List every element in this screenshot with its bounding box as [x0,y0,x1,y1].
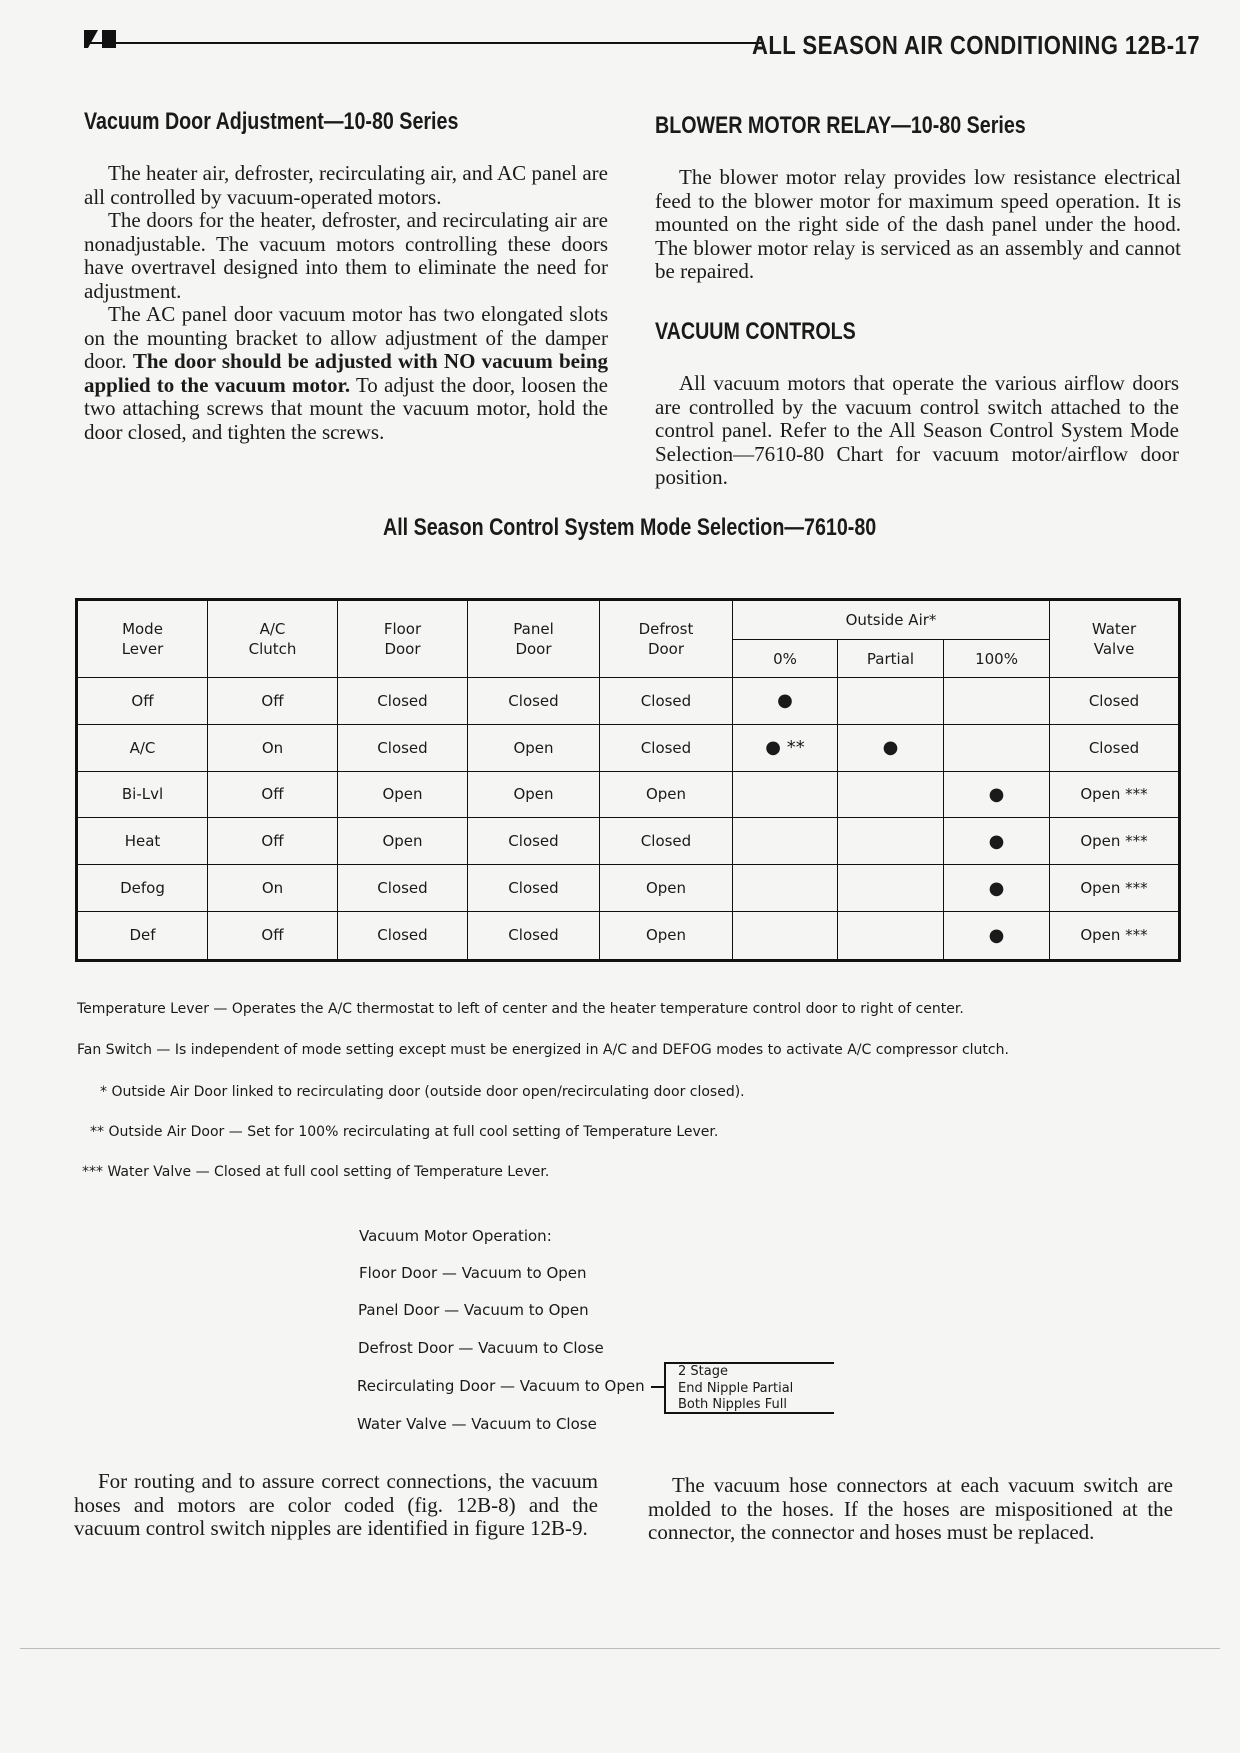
header-outside-air-partial: Partial [838,640,944,678]
floor-door-cell: Closed [338,911,468,960]
outside-air-partial-cell [838,771,944,818]
panel-door-operation: Panel Door — Vacuum to Open [358,1301,589,1319]
header-rule [84,42,764,44]
vacuum-door-adjustment-heading: Vacuum Door Adjustment—10-80 Series [84,108,459,135]
water-valve-operation: Water Valve — Vacuum to Close [357,1415,597,1433]
defrost-door-cell: Open [600,865,733,912]
defrost-door-cell: Closed [600,724,733,771]
panel-door-cell: Closed [468,865,600,912]
temperature-lever-note: Temperature Lever — Operates the A/C thermostat to left of center and the heater temperature control door to right of center. [77,1001,964,1017]
floor-door-operation: Floor Door — Vacuum to Open [359,1264,587,1282]
outside-air-100-cell [944,678,1050,725]
outside-air-0-cell: ● ** [733,724,838,771]
vacuum-controls-body [655,372,1179,490]
paragraph: The heater air, defroster, recirculating air, and AC panel are all controlled by vacuum-operated motors. [84,161,608,209]
table-row [77,771,1180,818]
page-bottom-rule [20,1648,1220,1649]
clutch-cell: Off [208,771,338,818]
stage-line: 2 Stage [678,1364,728,1379]
paragraph-text: The AC panel door vacuum motor has two elongated slots on the mounting bracket to allow adjustment of the damper door. [84,302,608,373]
publisher-logo-icon [84,30,118,48]
two-stage-bracket [664,1362,834,1414]
defrost-door-operation: Defrost Door — Vacuum to Close [358,1339,604,1357]
vacuum-motor-operation-title: Vacuum Motor Operation: [359,1227,552,1245]
vacuum-controls-heading: VACUUM CONTROLS [655,318,856,345]
clutch-cell: Off [208,818,338,865]
outside-air-partial-cell [838,911,944,960]
paragraph: The doors for the heater, defroster, and recirculating air are nonadjustable. The vacuum motors controlling these doors have overtravel designed into them to eliminate the need for adjustment. [84,208,608,303]
header-outside-air-0: 0% [733,640,838,678]
paragraph-text: To adjust the door, loosen the two attaching screws that mount the vacuum motor, hold the door closed, and tighten the screws. [84,372,608,444]
water-valve-cell: Open *** [1050,865,1180,912]
panel-door-cell: Open [468,771,600,818]
panel-door-cell: Closed [468,678,600,725]
routing-paragraph [74,1470,598,1541]
table-row [77,678,1180,725]
water-valve-cell: Closed [1050,724,1180,771]
floor-door-cell: Closed [338,724,468,771]
floor-door-cell: Closed [338,678,468,725]
mode-cell: Heat [77,818,208,865]
floor-door-cell: Open [338,771,468,818]
floor-door-cell: Closed [338,865,468,912]
paragraph: The blower motor relay provides low resistance electrical feed to the blower motor for maximum speed operation. It is mounted on the right side of the dash panel under the hood. The blower motor relay is serviced as an assembly and cannot be repaired. [655,165,1181,283]
outside-air-partial-cell [838,678,944,725]
paragraph: All vacuum motors that operate the various airflow doors are controlled by the vacuum control switch attached to the control panel. Refer to the All Season Control System Mode Selection—7610-80 Chart for vacuum motor/airflow door position. [655,371,1179,489]
outside-air-partial-cell [838,865,944,912]
outside-air-100-cell: ● [944,771,1050,818]
panel-door-cell: Open [468,724,600,771]
outside-air-0-cell [733,818,838,865]
footnote-single-star: * Outside Air Door linked to recirculating door (outside door open/recirculating door closed). [100,1084,745,1100]
water-valve-cell: Open *** [1050,818,1180,865]
table-row [77,724,1180,771]
mode-cell: Def [77,911,208,960]
mode-cell: Off [77,678,208,725]
mode-cell: A/C [77,724,208,771]
panel-door-cell: Closed [468,911,600,960]
stage-line: End Nipple Partial [678,1380,794,1396]
recirculating-door-operation: Recirculating Door — Vacuum to Open [357,1377,645,1395]
clutch-cell: On [208,865,338,912]
header-outside-air-100: 100% [944,640,1050,678]
mode-cell: Defog [77,865,208,912]
outside-air-partial-cell: ● [838,724,944,771]
mode-cell: Bi-Lvl [77,771,208,818]
left-column-body [84,162,608,444]
outside-air-100-cell: ● [944,865,1050,912]
blower-motor-relay-heading: BLOWER MOTOR RELAY—10-80 Series [655,112,1026,139]
outside-air-0-cell [733,771,838,818]
water-valve-cell: Open *** [1050,911,1180,960]
outside-air-100-cell: ● [944,911,1050,960]
table-row [77,865,1180,912]
water-valve-cell: Closed [1050,678,1180,725]
paragraph [84,303,608,444]
header-water-valve: Water Valve [1050,600,1180,678]
outside-air-100-cell [944,724,1050,771]
outside-air-0-cell [733,911,838,960]
mode-selection-table [75,598,1181,962]
defrost-door-cell: Open [600,911,733,960]
header-panel-door: Panel Door [468,600,600,678]
header-mode-lever: Mode Lever [77,600,208,678]
footnote-triple-star: *** Water Valve — Closed at full cool setting of Temperature Lever. [82,1164,550,1180]
defrost-door-cell: Closed [600,678,733,725]
water-valve-cell: Open *** [1050,771,1180,818]
page-header-title: ALL SEASON AIR CONDITIONING 12B-17 [752,30,1200,60]
outside-air-0-cell: ● [733,678,838,725]
emphasis-text: The door should be adjusted with NO vacuum being applied to the vacuum motor. [84,349,608,397]
panel-door-cell: Closed [468,818,600,865]
outside-air-100-cell: ● [944,818,1050,865]
floor-door-cell: Open [338,818,468,865]
header-defrost-door: Defrost Door [600,600,733,678]
clutch-cell: On [208,724,338,771]
hose-connector-paragraph [648,1474,1173,1545]
header-floor-door: Floor Door [338,600,468,678]
header-ac-clutch: A/C Clutch [208,600,338,678]
table-row [77,818,1180,865]
blower-motor-relay-body [655,166,1181,284]
table-title: All Season Control System Mode Selection—7610-80 [383,514,877,541]
bracket-connector [651,1386,664,1388]
outside-air-partial-cell [838,818,944,865]
outside-air-0-cell [733,865,838,912]
header-outside-air: Outside Air* [733,600,1050,640]
stage-line: Both Nipples Full [678,1397,787,1412]
table-row [77,911,1180,960]
clutch-cell: Off [208,911,338,960]
clutch-cell: Off [208,678,338,725]
defrost-door-cell: Open [600,771,733,818]
fan-switch-note: Fan Switch — Is independent of mode setting except must be energized in A/C and DEFOG modes to activate A/C compressor clutch. [77,1042,1009,1058]
footnote-double-star: ** Outside Air Door — Set for 100% recirculating at full cool setting of Temperature Lever. [90,1124,719,1140]
paragraph: The vacuum hose connectors at each vacuum switch are molded to the hoses. If the hoses are mispositioned at the connector, the connector and hoses must be replaced. [648,1473,1173,1544]
defrost-door-cell: Closed [600,818,733,865]
paragraph: For routing and to assure correct connections, the vacuum hoses and motors are color coded (fig. 12B-8) and the vacuum control switch nipples are identified in figure 12B-9. [74,1469,598,1540]
